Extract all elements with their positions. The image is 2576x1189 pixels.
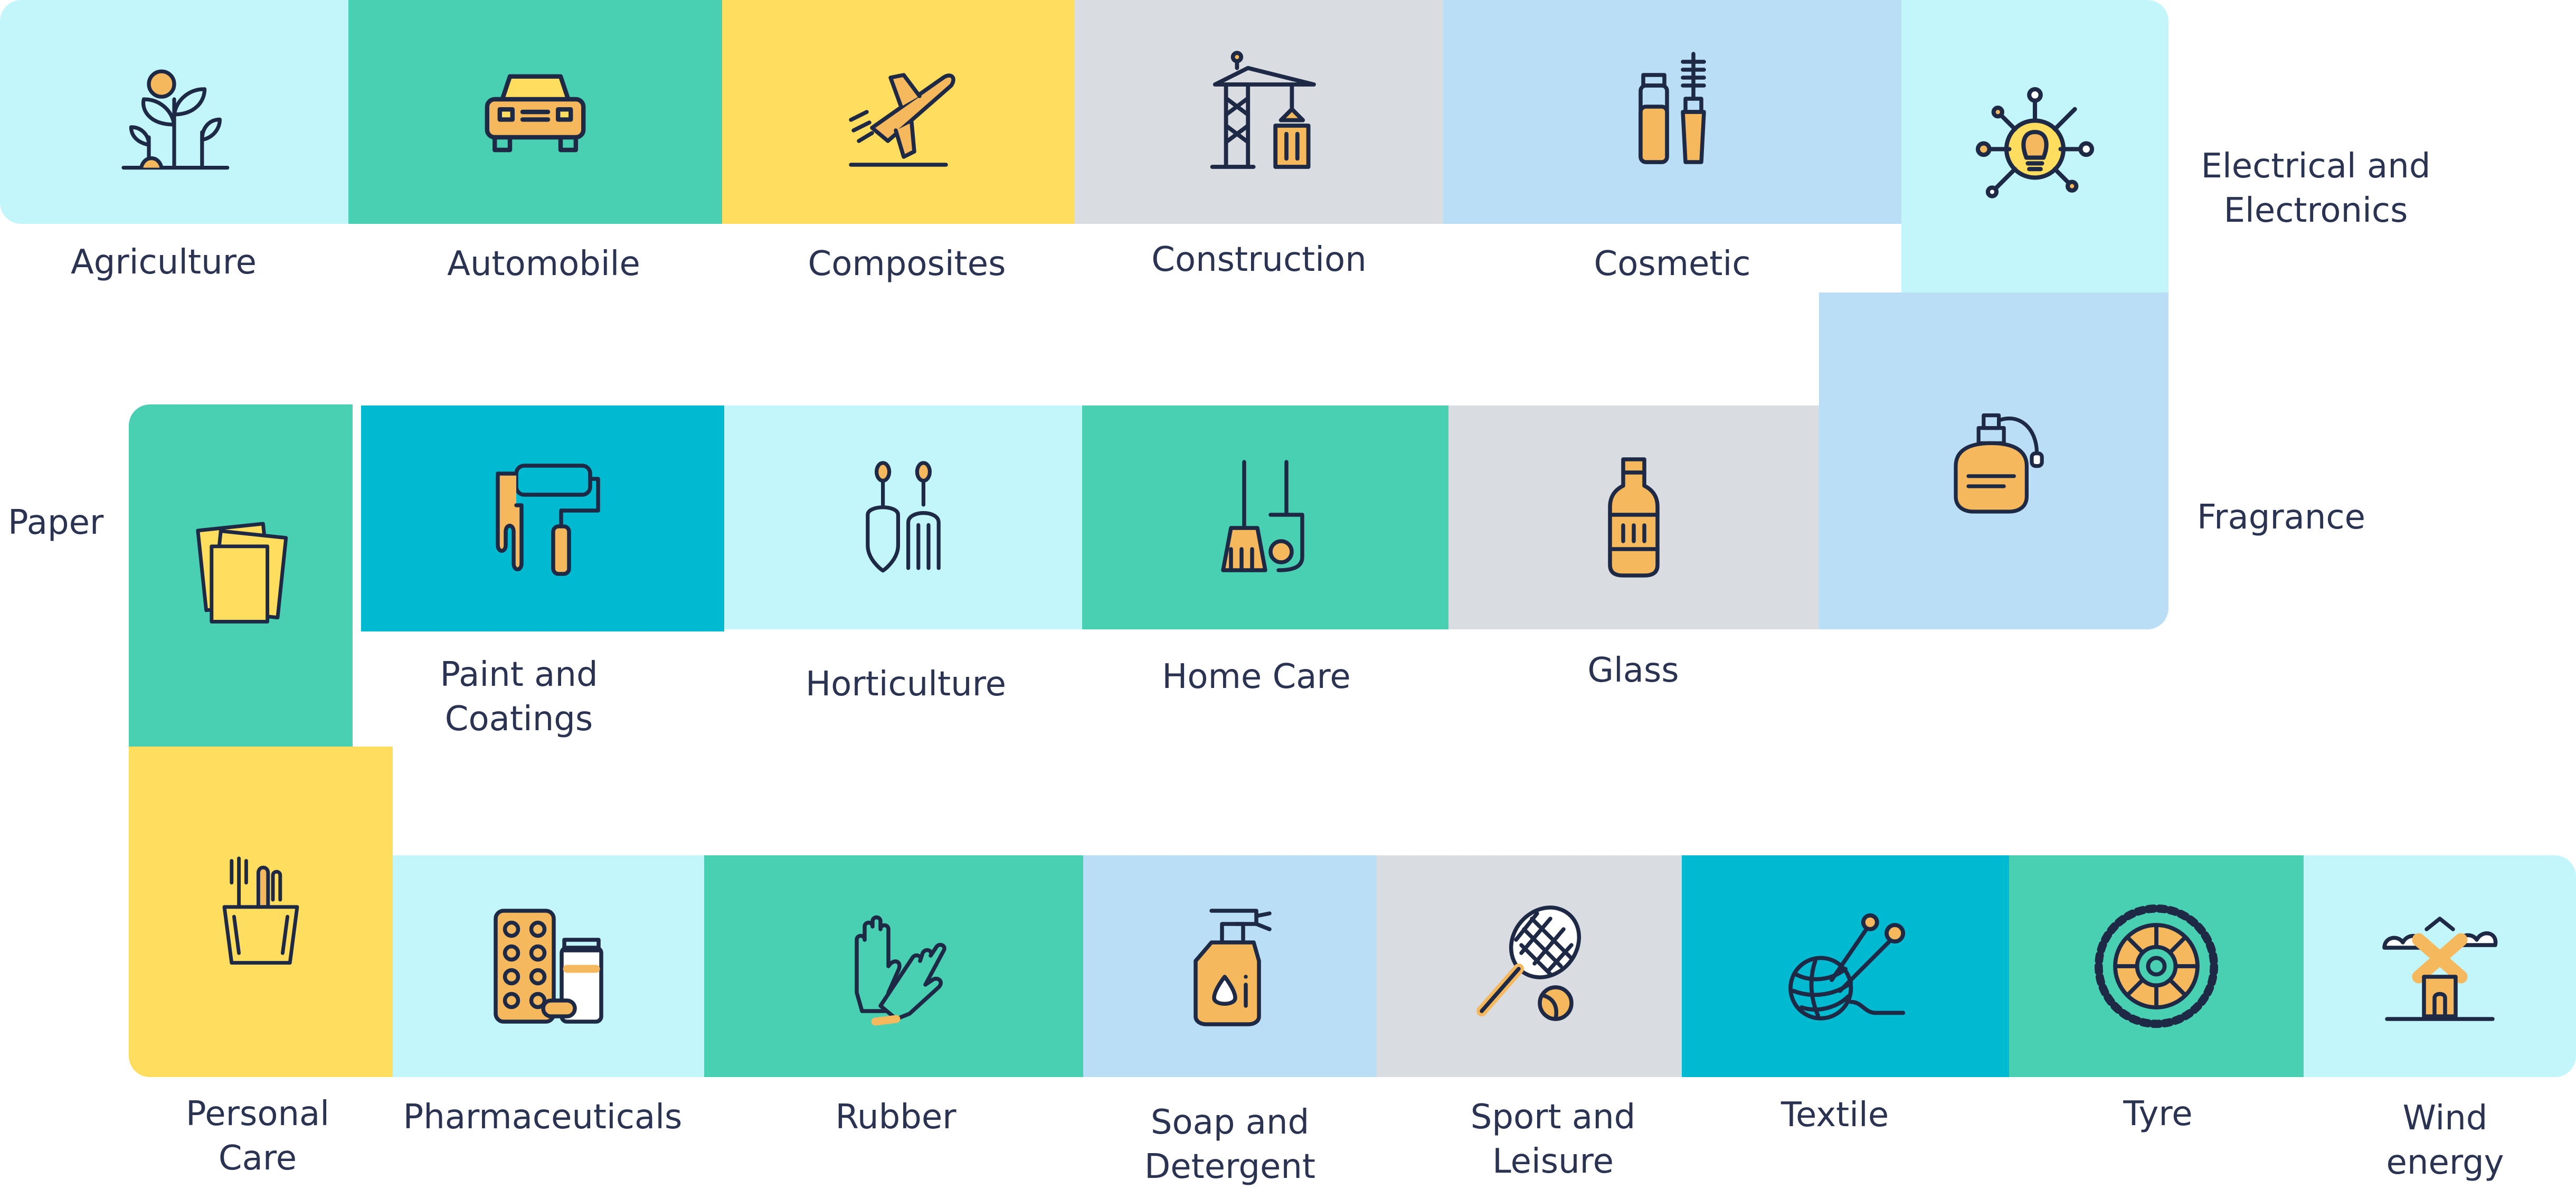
label-agriculture: Agriculture — [71, 243, 257, 282]
label-paint: Paint and Coatings — [440, 655, 598, 739]
tennis-racket-icon — [1463, 900, 1595, 1032]
airplane-icon — [832, 46, 964, 178]
perfume-icon — [1930, 398, 2057, 524]
mascara-icon — [1606, 46, 1738, 178]
label-fragrance: Fragrance — [2197, 498, 2365, 537]
broom-icon — [1199, 451, 1331, 583]
yarn-needles-icon — [1777, 898, 1914, 1035]
trowel-fork-icon — [840, 454, 967, 581]
pills-icon — [482, 900, 614, 1032]
label-automobile: Automobile — [447, 244, 640, 284]
label-cosmetic: Cosmetic — [1594, 244, 1751, 284]
toothbrush-cup-icon — [200, 851, 321, 973]
label-soap: Soap and Detergent — [1144, 1103, 1315, 1186]
label-sport: Sport and Leisure — [1470, 1098, 1636, 1181]
label-composites: Composites — [808, 244, 1006, 284]
lightbulb-network-icon — [1964, 75, 2106, 218]
label-glass: Glass — [1587, 651, 1679, 690]
label-paper: Paper — [8, 503, 104, 542]
tyre-icon — [2088, 898, 2225, 1035]
plant-sun-icon — [111, 49, 238, 175]
label-horticulture: Horticulture — [806, 665, 1006, 704]
car-icon — [472, 49, 599, 175]
label-textile: Textile — [1781, 1096, 1889, 1135]
label-electrical: Electrical and Electronics — [2201, 147, 2431, 230]
label-personal-care: Personal Care — [185, 1094, 330, 1178]
paper-sheets-icon — [180, 515, 301, 636]
label-construction: Construction — [1151, 240, 1367, 279]
label-tyre: Tyre — [2123, 1094, 2193, 1134]
label-rubber: Rubber — [835, 1098, 956, 1137]
gloves-icon — [828, 900, 960, 1032]
crane-icon — [1190, 43, 1328, 181]
paint-roller-icon — [477, 452, 609, 584]
label-wind: Wind energy — [2386, 1099, 2504, 1182]
windmill-icon — [2374, 900, 2506, 1032]
spray-bottle-icon — [1164, 900, 1296, 1032]
label-home-care: Home Care — [1162, 657, 1351, 696]
label-pharmaceuticals: Pharmaceuticals — [403, 1098, 683, 1137]
bottle-icon — [1568, 451, 1700, 583]
